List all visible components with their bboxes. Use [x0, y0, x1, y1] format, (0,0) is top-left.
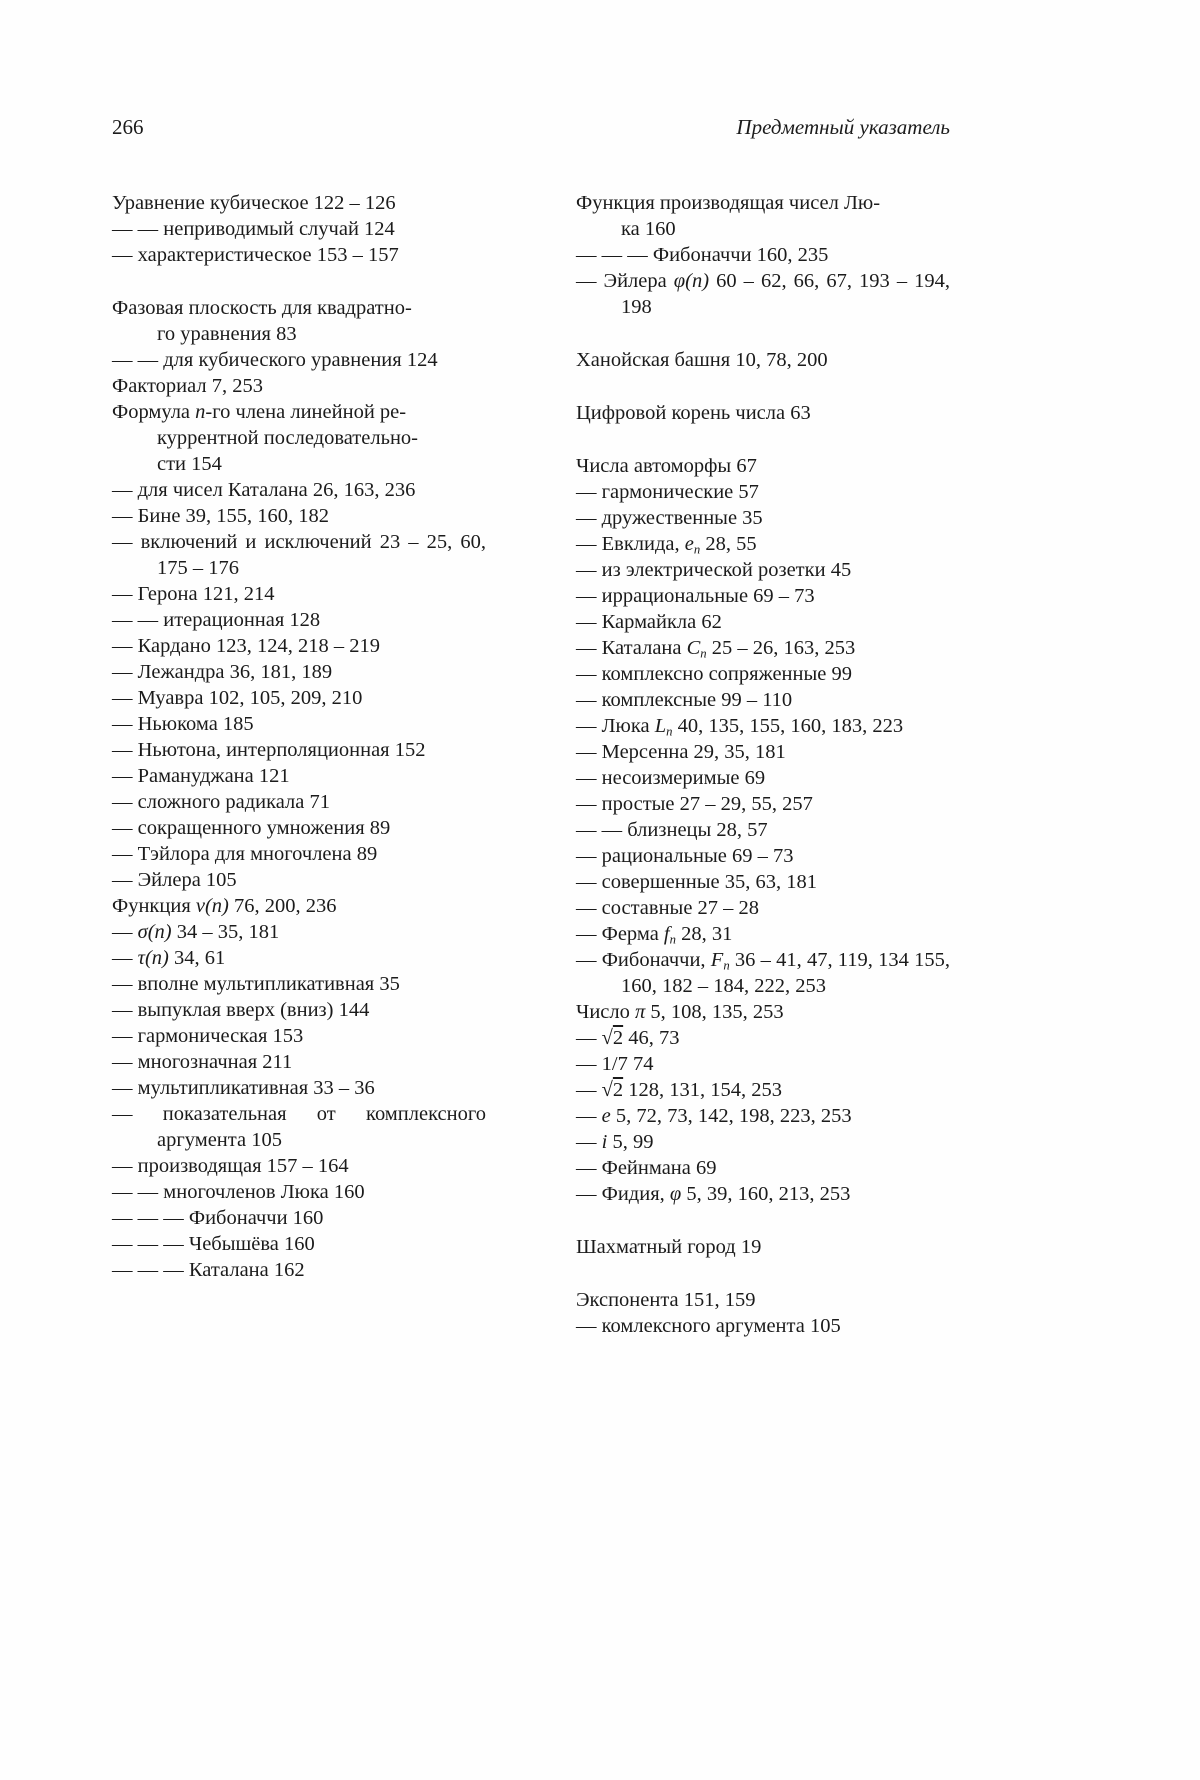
math-subscript: n: [666, 724, 673, 739]
index-entry: — — — Каталана 162: [112, 1259, 305, 1281]
index-entry: — сложного радикала 71: [112, 791, 330, 813]
index-column-right: [576, 190, 950, 1339]
index-entry: — комплексно сопряженные 99: [576, 663, 852, 685]
index-entry: — вполне мультипликативная 35: [112, 973, 400, 995]
index-entry: — Фидия, φ 5, 39, 160, 213, 253: [576, 1183, 851, 1205]
index-entry: — дружественные 35: [576, 507, 763, 529]
index-entry: Факториал 7, 253: [112, 375, 264, 397]
index-entry: — несоизмеримые 69: [576, 767, 766, 789]
index-entry: — Фибоначчи, $F_n$ 36 – 41, 47, 119, 134 155, 160, 182 – 184, 222, 253: [576, 949, 951, 997]
math-symbol: π: [635, 1001, 646, 1023]
index-entry: — Кардано 123, 124, 218 – 219: [112, 635, 380, 657]
index-entry: — Евклида, $e_n$ 28, 55: [576, 533, 757, 557]
index-entry: Уравнение кубическое 122 – 126: [112, 192, 396, 214]
index-entry: — включений и исключений 23 – 25, 60, 175 – 176: [112, 531, 486, 579]
index-entry: — рациональные 69 – 73: [576, 845, 794, 867]
index-entry: — для чисел Каталана 26, 163, 236: [112, 479, 416, 501]
radical-sign: √: [601, 1079, 613, 1101]
index-entry: Число π 5, 108, 135, 253: [576, 1001, 784, 1023]
index-entry: — i 5, 99: [576, 1131, 654, 1153]
index-entry: — Люка $L_n$ 40, 135, 155, 160, 183, 223: [576, 715, 904, 739]
math-symbol: f: [663, 923, 670, 945]
index-entry: Функция производящая чисел Лю- ка 160: [576, 192, 881, 240]
index-entry: — e 5, 72, 73, 142, 198, 223, 253: [576, 1105, 852, 1127]
running-head: [112, 114, 950, 140]
math-subscript: n: [723, 958, 730, 973]
index-entry: — Эйлера φ(n) 60 – 62, 66, 67, 193 – 194, 198: [576, 270, 950, 318]
math-symbol: σ(n): [137, 921, 172, 943]
index-entry: — — — Чебышёва 160: [112, 1233, 315, 1255]
math-symbol: φ(n): [673, 270, 710, 292]
radicand: 2: [612, 1027, 624, 1049]
index-entry: — совершенные 35, 63, 181: [576, 871, 817, 893]
index-entry: — Герона 121, 214: [112, 583, 275, 605]
math-subscript: n: [700, 646, 707, 661]
index-entry: — Бине 39, 155, 160, 182: [112, 505, 330, 527]
index-entry: Цифровой корень числа 63: [576, 402, 811, 424]
math-symbol: F: [710, 949, 724, 971]
index-entry: Шахматный город 19: [576, 1236, 762, 1258]
index-entry: — — неприводимый случай 124: [112, 218, 395, 240]
index-entry: — Кармайкла 62: [576, 611, 722, 633]
math-symbol: i: [601, 1131, 608, 1153]
math-symbol: n: [195, 401, 206, 423]
math-symbol: ν(n): [195, 895, 229, 917]
index-column-left: [112, 190, 486, 1339]
index-entry: — характеристическое 153 – 157: [112, 244, 399, 266]
math-subscript: n: [669, 932, 676, 947]
index-entry: — комлексного аргумента 105: [576, 1315, 841, 1337]
index-entry: — — для кубического уравнения 124: [112, 349, 438, 371]
index-entry: — Ньютона, интерполяционная 152: [112, 739, 426, 761]
index-entry: — составные 27 – 28: [576, 897, 760, 919]
index-entry: — — многочленов Люка 160: [112, 1181, 365, 1203]
index-entry: — √2 128, 131, 154, 253: [576, 1079, 783, 1101]
index-entry: — σ(n) 34 – 35, 181: [112, 921, 280, 943]
index-columns: [112, 190, 950, 1339]
index-entry: — — — Фибоначчи 160, 235: [576, 244, 829, 266]
index-entry: — комплексные 99 – 110: [576, 689, 793, 711]
index-entry: — Фейнмана 69: [576, 1157, 717, 1179]
math-subscript: n: [693, 542, 701, 557]
index-entry: — сокращенного умножения 89: [112, 817, 391, 839]
index-entry: — из электрической розетки 45: [576, 559, 852, 581]
index-entry: Функция ν(n) 76, 200, 236: [112, 895, 337, 917]
index-entry: — показательная от комплексного аргумента 105: [112, 1103, 486, 1151]
index-entry: — Тэйлора для многочлена 89: [112, 843, 378, 865]
index-entry: — — итерационная 128: [112, 609, 321, 631]
index-entry: — Эйлера 105: [112, 869, 237, 891]
math-symbol: e: [684, 533, 694, 555]
index-entry: Формула n-го члена линейной ре- куррентной последовательно- сти 154: [112, 401, 418, 475]
radical-sign: √: [601, 1027, 613, 1049]
math-symbol: τ(n): [137, 947, 169, 969]
index-entry: — Ферма $f_n$ 28, 31: [576, 923, 733, 947]
index-entry: — 1/7 74: [576, 1053, 654, 1075]
math-symbol: C: [686, 637, 701, 659]
index-entry: — Мерсенна 29, 35, 181: [576, 741, 786, 763]
math-symbol: e: [601, 1105, 611, 1127]
running-title: Предметный указатель: [736, 115, 950, 139]
index-entry: — — — Фибоначчи 160: [112, 1207, 324, 1229]
math-symbol: L: [654, 715, 667, 737]
index-entry: — гармоническая 153: [112, 1025, 304, 1047]
index-entry: — выпуклая вверх (вниз) 144: [112, 999, 370, 1021]
index-entry: — — близнецы 28, 57: [576, 819, 768, 841]
index-entry: — Каталана $C_n$ 25 – 26, 163, 253: [576, 637, 856, 661]
index-entry: — Рамануджана 121: [112, 765, 290, 787]
index-entry: Фазовая плоскость для квадратно- го уравнения 83: [112, 297, 412, 345]
index-entry: — многозначная 211: [112, 1051, 293, 1073]
index-entry: — производящая 157 – 164: [112, 1155, 349, 1177]
index-entry: Ханойская башня 10, 78, 200: [576, 349, 828, 371]
index-entry: — иррациональные 69 – 73: [576, 585, 815, 607]
index-entry: — τ(n) 34, 61: [112, 947, 226, 969]
page-number: 266: [112, 115, 144, 139]
index-entry: — Ньюкома 185: [112, 713, 254, 735]
radicand: 2: [612, 1079, 624, 1101]
index-entry: — √2 46, 73: [576, 1027, 680, 1049]
index-entry: — мультипликативная 33 – 36: [112, 1077, 375, 1099]
index-entry: — Муавра 102, 105, 209, 210: [112, 687, 363, 709]
index-entry: — простые 27 – 29, 55, 257: [576, 793, 813, 815]
index-entry: — Лежандра 36, 181, 189: [112, 661, 333, 683]
index-entry: Числа автоморфы 67: [576, 455, 757, 477]
index-entry: — гармонические 57: [576, 481, 759, 503]
math-symbol: φ: [669, 1183, 682, 1205]
index-entry: Экспонента 151, 159: [576, 1289, 756, 1311]
